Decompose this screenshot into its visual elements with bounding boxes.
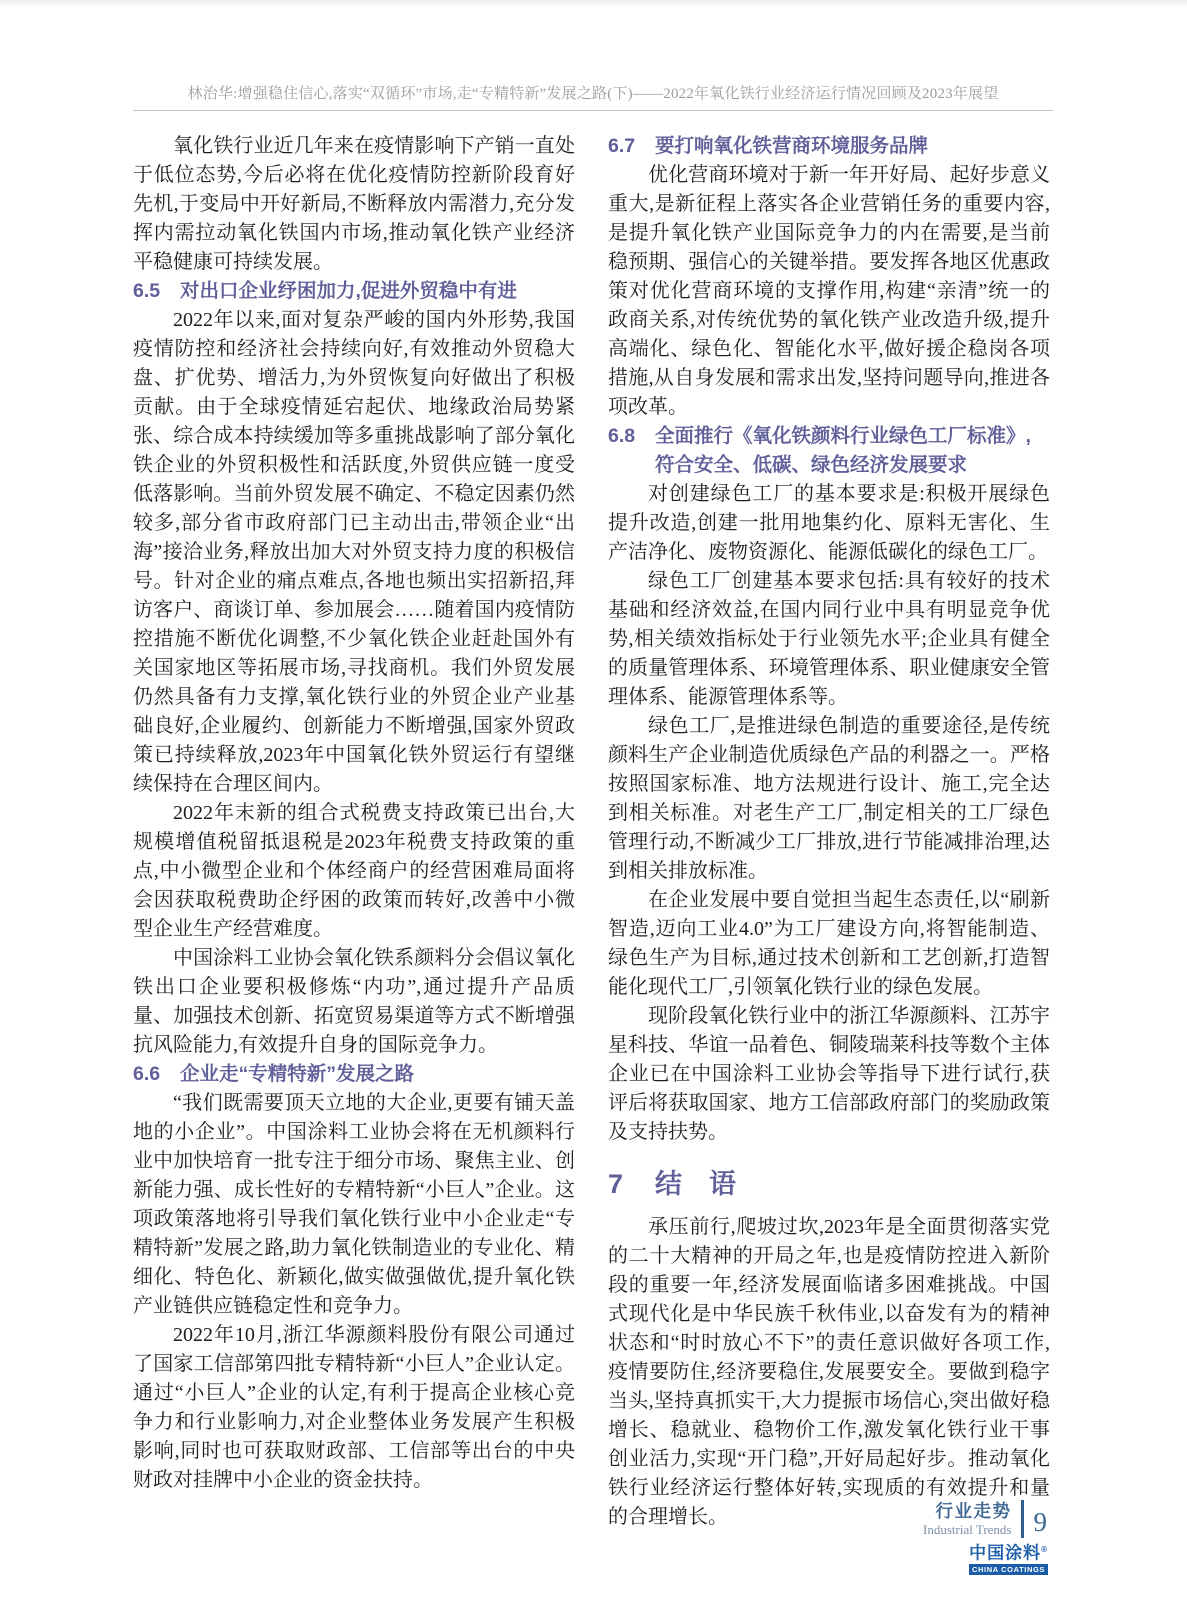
paragraph: 现阶段氧化铁行业中的浙江华源颜料、江苏宇星科技、华谊一品着色、铜陵瑞莱科技等数个主体企业已在中国涂料工业协会等指导下进行试行,获评后将获取国家、地方工信部政府部门的奖励政策及支持扶势。: [608, 1005, 1050, 1143]
section-title: 要打响氧化铁营商环境服务品牌: [655, 135, 929, 157]
section-number: 6.5: [133, 280, 161, 302]
paragraph: 中国涂料工业协会氧化铁系颜料分会倡议氧化铁出口企业要积极修炼“内功”,通过提升产品质量、加强技术创新、拓宽贸易渠道等方式不断增强抗风险能力,有效提升自身的国际竞争力。: [133, 947, 575, 1056]
paragraph: 2022年末新的组合式税费支持政策已出台,大规模增值税留抵退税是2023年税费支持政策的重点,中小微型企业和个体经商户的经营困难局面将会因获取税费助企纾困的政策而转好,改善中小微型企业生产经营难度。: [133, 802, 575, 940]
paragraph: 优化营商环境对于新一年开好局、起好步意义重大,是新征程上落实各企业营销任务的重要内容,是提升氧化铁产业国际竞争力的内在需要,是当前稳预期、强信心的关键举措。要发挥各地区优惠政策对优化营商环境的支撑作用,构建“亲清”统一的政商关系,对传统优势的氧化铁产业改造升级,提升高端化、绿色化、智能化水平,做好援企稳岗各项措施,从自身发展和需求出发,坚持问题导向,推进各项改革。: [608, 164, 1050, 418]
section-title: 对出口企业纾困加力,促进外贸稳中有进: [180, 280, 517, 302]
paragraph: “我们既需要顶天立地的大企业,更要有铺天盖地的小企业”。中国涂料工业协会将在无机颜料行业中加快培育一批专注于细分市场、聚焦主业、创新能力强、成长性好的专精特新“小巨人”企业。这项政策落地将引导我们氧化铁行业中小企业走“专精特新”发展之路,助力氧化铁制造业的专业化、精细化、特色化、新颖化,做实做强做优,提升氧化铁产业链供应链稳定性和竞争力。: [133, 1092, 575, 1317]
paragraph: 在企业发展中要自觉担当起生态责任,以“刷新智造,迈向工业4.0”为工厂建设方向,将智能制造、绿色生产为目标,通过技术创新和工艺创新,打造智能化现代工厂,引领氧化铁行业的绿色发展。: [608, 889, 1050, 998]
footer-section-labels: [923, 1500, 1020, 1538]
section-number: 7: [608, 1169, 624, 1199]
paragraph: 绿色工厂创建基本要求包括:具有较好的技术基础和经济效益,在国内同行业中具有明显竞争优势,相关绩效指标处于行业领先水平;企业具有健全的质量管理体系、环境管理体系、职业健康安全管理体系、能源管理体系等。: [608, 570, 1050, 708]
paragraph: 2022年以来,面对复杂严峻的国内外形势,我国疫情防控和经济社会持续向好,有效推动外贸稳大盘、扩优势、增活力,为外贸恢复向好做出了积极贡献。由于全球疫情延宕起伏、地缘政治局势紧张、综合成本持续缓加等多重挑战影响了部分氧化铁企业的外贸积极性和活跃度,外贸供应链一度受低落影响。当前外贸发展不确定、不稳定因素仍然较多,部分省市政府部门已主动出击,带领企业“出海”接洽业务,释放出加大对外贸支持力度的积极信号。针对企业的痛点难点,各地也频出实招新招,拜访客户、商谈订单、参加展会……随着国内疫情防控措施不断优化调整,不少氧化铁企业赶赴国外有关国家地区等拓展市场,寻找商机。我们外贸发展仍然具备有力支撑,氧化铁行业的外贸企业产业基础良好,企业履约、创新能力不断增强,国家外贸政策已持续释放,2023年中国氧化铁外贸运行有望继续保持在合理区间内。: [133, 309, 575, 795]
section-number: 6.8: [608, 425, 636, 447]
paragraph: 承压前行,爬坡过坎,2023年是全面贯彻落实党的二十大精神的开局之年,也是疫情防控进入新阶段的重要一年,经济发展面临诸多困难挑战。中国式现代化是中华民族千秋伟业,以奋发有为的精神状态和“时时放心不下”的责任意识做好各项工作,疫情要防住,经济要稳住,发展要安全。要做到稳字当头,坚持真抓实干,大力提振市场信心,突出做好稳增长、稳就业、稳物价工作,激发氧化铁行业干事创业活力,实现“开门稳”,开好局起好步。推动氧化铁行业经济运行整体好转,实现质的有效提升和量的合理增长。: [608, 1216, 1050, 1528]
section-number: 6.6: [133, 1063, 161, 1085]
section-number: 6.7: [608, 135, 636, 157]
logo-english-text: CHINA COATINGS: [969, 1564, 1048, 1575]
section-title: 全面推行《氧化铁颜料行业绿色工厂标准》,符合安全、低碳、绿色经济发展要求: [655, 425, 1031, 476]
running-header-title: 林治华:增强稳住信心,落实“双循环”市场,走“专精特新”发展之路(下)——2022年氧化铁行业经济运行情况回顾及2023年展望: [133, 82, 1053, 111]
logo-chinese-text: [969, 1540, 1048, 1563]
section-heading-6-5: [133, 277, 575, 306]
paragraph: 对创建绿色工厂的基本要求是:积极开展绿色提升改造,创建一批用地集约化、原料无害化、生产洁净化、废物资源化、能源低碳化的绿色工厂。: [608, 483, 1050, 563]
footer-section-name-cn: 行业走势: [935, 1501, 1012, 1521]
logo-cn-label: 中国涂料: [969, 1543, 1042, 1563]
china-coatings-logo: [608, 1540, 1050, 1575]
page-footer: [923, 1500, 1047, 1538]
registered-mark-icon: ®: [1041, 1545, 1048, 1554]
section-heading-6-8: [608, 422, 1050, 480]
footer-section-name-en: Industrial Trends: [923, 1522, 1012, 1537]
paragraph: 绿色工厂,是推进绿色制造的重要途径,是传统颜料生产企业制造优质绿色产品的利器之一。严格按照国家标准、地方法规进行设计、施工,完全达到相关标准。对老生产工厂,制定相关的工厂绿色管理行动,不断减少工厂排放,进行节能减排治理,达到相关排放标准。: [608, 715, 1050, 882]
section-title: 结 语: [655, 1169, 736, 1199]
section-heading-7-conclusion: [608, 1167, 1050, 1201]
section-heading-6-6: [133, 1060, 575, 1089]
paragraph: 氧化铁行业近几年来在疫情影响下产销一直处于低位态势,今后必将在优化疫情防控新阶段育好先机,于变局中开好新局,不断释放内需潜力,充分发挥内需拉动氧化铁国内市场,推动氧化铁产业经济平稳健康可持续发展。: [133, 135, 575, 273]
page-number: 9: [1033, 1506, 1047, 1537]
paragraph: 2022年10月,浙江华源颜料股份有限公司通过了国家工信部第四批专精特新“小巨人”企业认定。通过“小巨人”企业的认定,有利于提高企业核心竞争力和行业影响力,对企业整体业务发展产生积极影响,同时也可获取财政部、工信部等出台的中央财政对挂牌中小企业的资金扶持。: [133, 1324, 575, 1491]
section-heading-6-7: [608, 132, 1050, 161]
two-column-body: [133, 132, 1050, 1575]
left-column: [133, 132, 575, 1575]
right-column: [608, 132, 1050, 1575]
section-title: 企业走“专精特新”发展之路: [180, 1063, 415, 1085]
